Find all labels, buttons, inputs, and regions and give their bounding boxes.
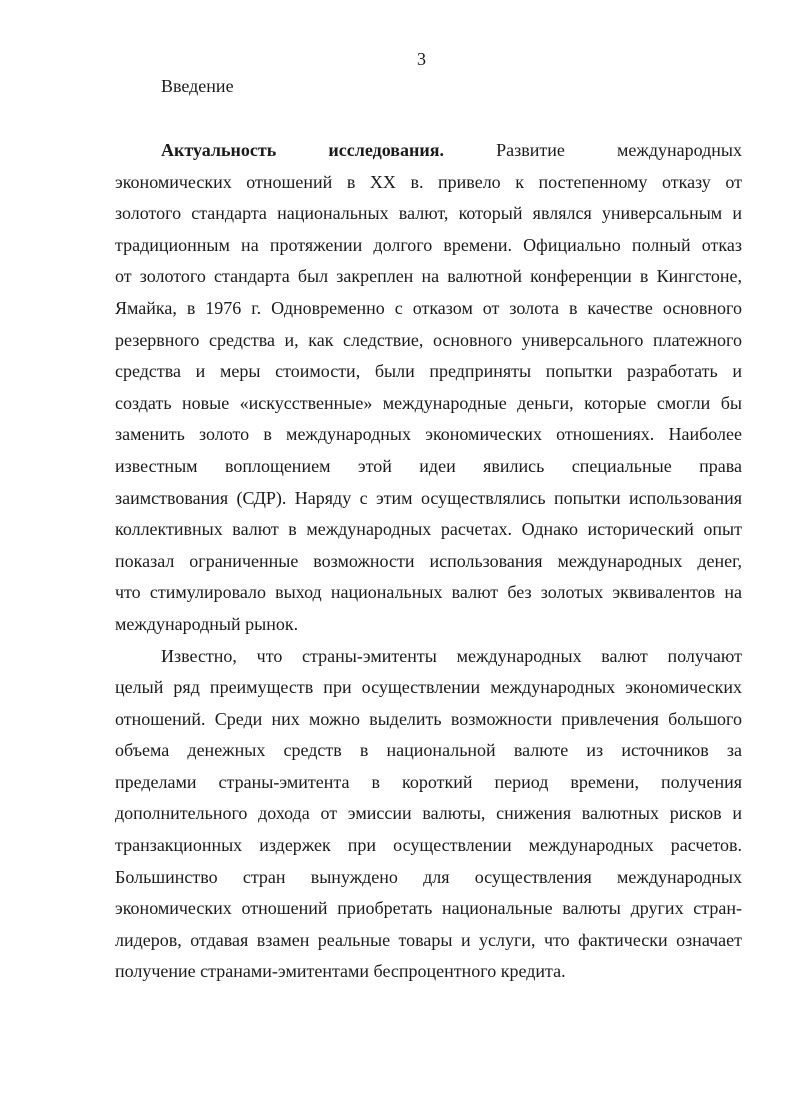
- paragraph-line: Ямайка, в 1976 г. Одновременно с отказом от золота в качестве основного: [115, 297, 742, 318]
- paragraph-line: традиционным на протяжении долгого времени. Официально полный отказ: [115, 234, 742, 255]
- paragraph-line: создать новые «искусственные» международные деньги, которые смогли бы: [115, 392, 742, 413]
- paragraph-line: Известно, что страны-эмитенты международных валют получают: [161, 645, 742, 666]
- line-text: Развитие международных: [443, 140, 742, 160]
- paragraph-line: [115, 135, 742, 167]
- paragraph-line: экономических отношений в XX в. привело к постепенному отказу от: [115, 171, 742, 192]
- paragraph-line: пределами страны-эмитента в короткий период времени, получения: [115, 771, 742, 792]
- paragraph-line: получение странами-эмитентами беспроцентного кредита.: [115, 961, 566, 982]
- paragraph-line: резервного средства и, как следствие, основного универсального платежного: [115, 329, 742, 350]
- paragraph-line: от золотого стандарта был закреплен на валютной конференции в Кингстоне,: [115, 266, 742, 287]
- paragraph-line: известным воплощением этой идеи явились специальные права: [115, 455, 742, 476]
- paragraph-line: транзакционных издержек при осуществлении международных расчетов.: [115, 835, 742, 856]
- paragraph-line: отношений. Среди них можно выделить возможности привлечения большого: [115, 708, 742, 729]
- section-heading: Введение: [161, 76, 234, 96]
- paragraph-line: международный рынок.: [115, 613, 299, 634]
- paragraph-line: средства и меры стоимости, были предприняты попытки разработать и: [115, 361, 742, 382]
- paragraph-line: заимствования (СДР). Наряду с этим осуществлялись попытки использования: [115, 487, 742, 508]
- body-text: [115, 135, 742, 988]
- paragraph-line: дополнительного дохода от эмиссии валюты, снижения валютных рисков и: [115, 803, 742, 824]
- paragraph-line: лидеров, отдавая взамен реальные товары и услуги, что фактически означает: [115, 929, 742, 950]
- paragraph-line: коллективных валют в международных расчетах. Однако исторический опыт: [115, 519, 742, 540]
- paragraph-line: объема денежных средств в национальной валюте из источников за: [115, 740, 742, 761]
- paragraph-line: экономических отношений приобретать национальные валюты других стран-: [115, 898, 742, 919]
- paragraph-line: заменить золото в международных экономических отношениях. Наиболее: [115, 424, 742, 445]
- paragraph-line: золотого стандарта национальных валют, который являлся универсальным и: [115, 203, 742, 224]
- bold-lead: Актуальность исследования.: [161, 140, 444, 160]
- paragraph-line: целый ряд преимуществ при осуществлении международных экономических: [115, 677, 742, 698]
- paragraph-line: что стимулировало выход национальных валют без золотых эквивалентов на: [115, 582, 742, 603]
- paragraph-line: показал ограниченные возможности использования международных денег,: [115, 550, 742, 571]
- page-number: 3: [417, 49, 426, 69]
- paragraph-line: Большинство стран вынуждено для осуществления международных: [115, 866, 742, 887]
